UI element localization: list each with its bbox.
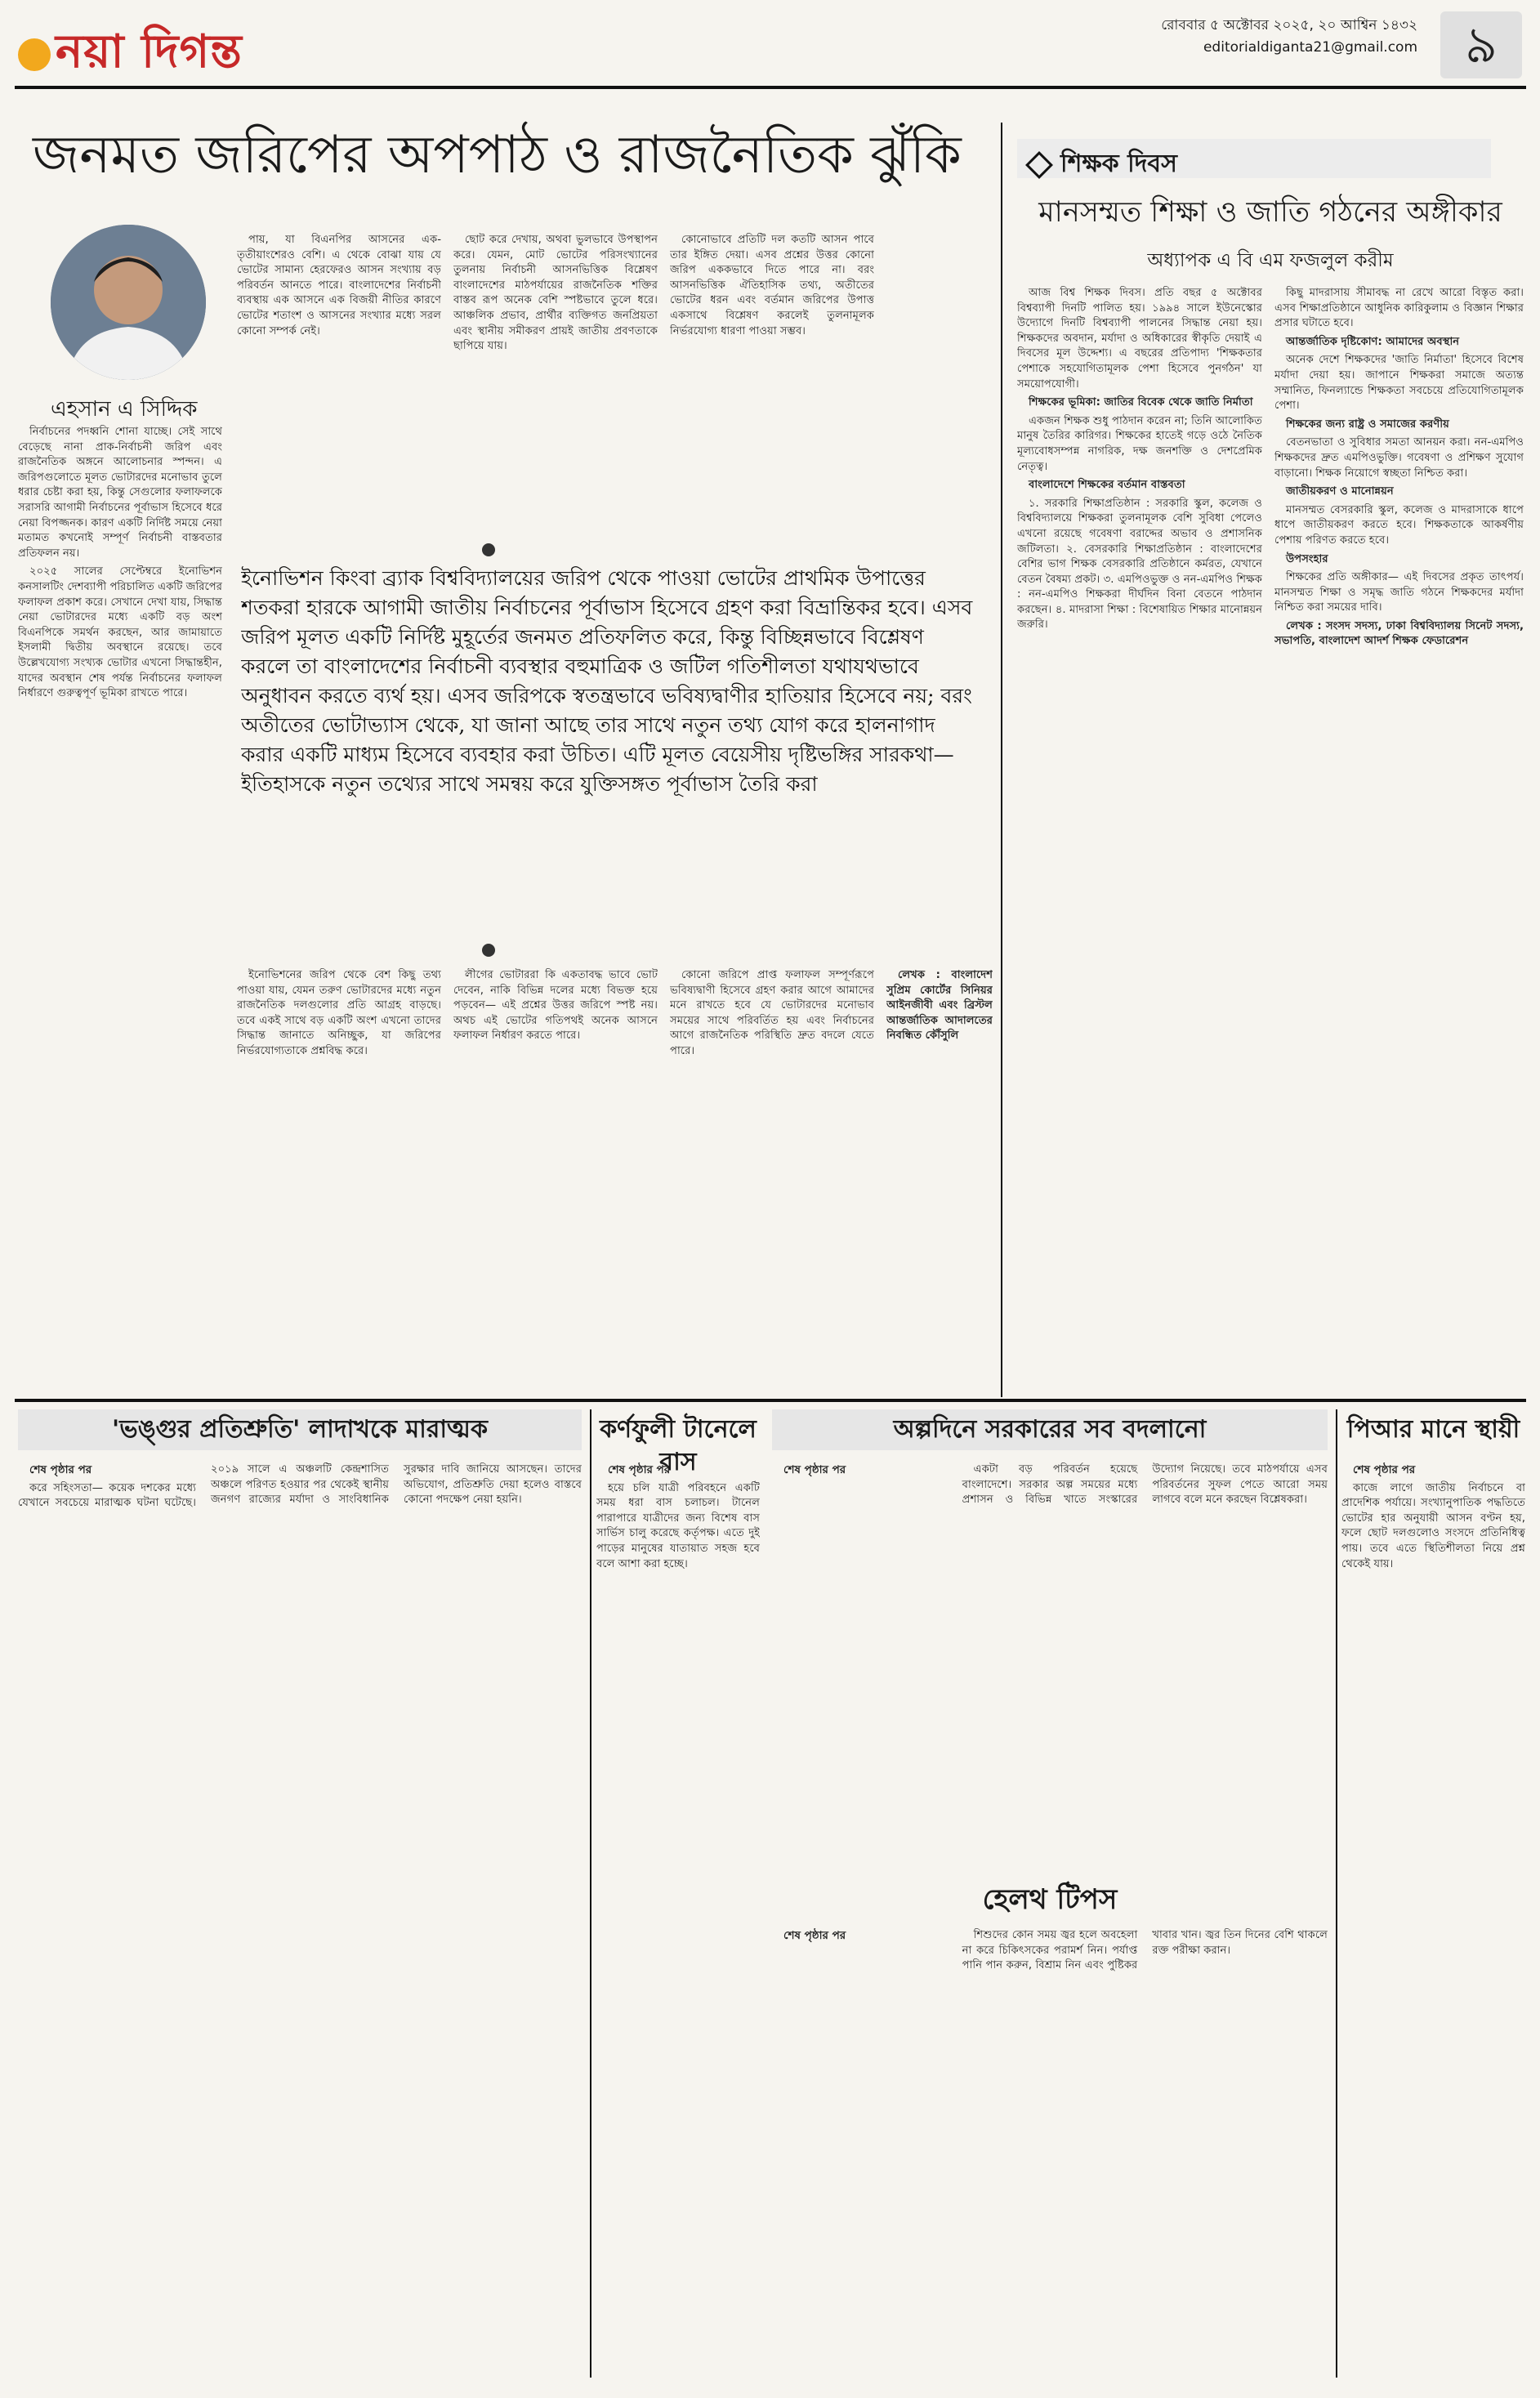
pull-quote: ইনোভিশন কিংবা ব্র্যাক বিশ্ববিদ্যালয়ের জরিপ থেকে পাওয়া ভোটের প্রাথমিক উপাত্তের শতকরা হারকে আগামী জাতীয় নির্বাচনের পূর্বাভাস হিসেবে গ্রহণ করা বিভ্রান্তিকর হবে। এসব জরিপ মূলত একটি নির্দিষ্ট মুহূর্তের জনমত প্রতিফলিত করে, কিন্তু বিচ্ছিন্নভাবে বিশ্লেষণ করলে তা বাংলাদেশের নির্বাচনী ব্যবস্থার বহুমাত্রিক ও জটিল গতিশীলতা যথাযথভাবে অনুধাবন করতে ব্যর্থ হয়। এসব জরিপকে স্বতন্ত্রভাবে ভবিষ্যদ্বাণীর হাতিয়ার হিসেবে নয়; বরং অতীতের ভোটাভ্যাস থেকে, যা জানা আছে তার সাথে নতুন তথ্য যোগ করে হালনাগাদ করার একটি মাধ্যম হিসেবে ব্যবহার করা উচিত। এটি মূলত বেয়েসীয় দৃষ্টিভঙ্গির সারকথা— ইতিহাসকে নতুন তথ্যের সাথে সমন্বয় করে যুক্তিসঙ্গত পূর্বাভাস তৈরি করা (241, 566, 973, 796)
subheading: বাংলাদেশে শিক্ষকের বর্তমান বাস্তবতা (1029, 479, 1185, 492)
paragraph: কোনো জরিপে প্রাপ্ত ফলাফল সম্পূর্ণরূপে ভবিষ্যদ্বাণী হিসেবে গ্রহণ করার আগে আমাদের মনে রাখতে হবে যে ভোটারদের মনোভাব সময়ের সাথে পরিবর্তিত হয় এবং নির্বাচনের আগে রাজনৈতিক পরিস্থিতি দ্রুত বদলে যেতে পারে। (670, 969, 874, 1057)
editorial-email[interactable]: editorialdiganta21@gmail.com (1203, 39, 1417, 56)
logo-text: নয়া দিগন্ত (56, 25, 243, 78)
kicker: শেষ পৃষ্ঠার পর (1353, 1463, 1416, 1476)
paragraph: লীগের ভোটাররা কি একতাবদ্ধ ভাবে ভোট দেবেন, নাকি বিভিন্ন দলের মধ্যে বিভক্ত হয়ে পড়বেন— এই প্রশ্নের উত্তর জরিপে স্পষ্ট নয়। অথচ এই ভোটের গতিপথই অনেক আসনে ফলাফল নির্ধারণ করতে পারে। (453, 969, 658, 1043)
kicker: শেষ পৃষ্ঠার পর (29, 1463, 92, 1476)
subheading: উপসংহার (1286, 552, 1328, 565)
issue-date: রোববার ৫ অক্টোবর ২০২৫, ২০ আশ্বিন ১৪৩২ (1161, 17, 1417, 33)
diamond-icon (1025, 151, 1053, 179)
paragraph: ১. সরকারি শিক্ষাপ্রতিষ্ঠান : সরকারি স্কুল, কলেজ ও বিশ্ববিদ্যালয়ে শিক্ষকরা তুলনামূলক বেশি সুবিধা পেলেও এখনো রয়েছে গবেষণা বরাদ্দের অভাব ও প্রশাসনিক জটিলতা। ২. বেসরকারি শিক্ষাপ্রতিষ্ঠান : বাংলাদেশের বেশির ভাগ শিক্ষক বেসরকারি প্রতিষ্ঠানে কর্মরত, যেখানে বেতন বৈষম্য প্রকট। ৩. এমপিওভুক্ত ও নন-এমপিও শিক্ষক : নন-এমপিও শিক্ষকরা দীর্ঘদিন বিনা বেতনে পাঠদান করছেন। ৪. মাদরাসা শিক্ষা : বিশেষায়িত শিক্ষার মানোন্নয়ন জরুরি। (1017, 497, 1262, 632)
health-tips-title: হেলথ টিপস (982, 1883, 1118, 1916)
kicker: শেষ পৃষ্ঠার পর (783, 1929, 846, 1942)
paragraph: অনেক দেশে শিক্ষকদের 'জাতি নির্মাতা' হিসেবে বিশেষ মর্যাদা দেয়া হয়। জাপানে শিক্ষকরা সমাজে অত্যন্ত সম্মানিত, ফিনল্যান্ডে শিক্ষকতা সবচেয়ে প্রতিযোগিতামূলক পেশা। (1274, 354, 1524, 413)
teacher-column-2 (1274, 286, 1524, 1389)
paragraph: শিক্ষকের প্রতি অঙ্গীকার— এই দিবসের প্রকৃত তাৎপর্য। মানসম্মত শিক্ষা ও সমৃদ্ধ জাতি গঠনে শিক্ষকদের মর্যাদা নিশ্চিত করা সময়ের দাবি। (1274, 571, 1524, 614)
paragraph: ২০২৫ সালের সেপ্টেম্বরে ইনোভিশন কনসালটিং দেশব্যাপী পরিচালিত একটি জরিপের ফলাফল প্রকাশ করে। সেখানে দেখা যায়, সিদ্ধান্ত নেয়া ভোটারদের মধ্যে একটি বড় অংশ বিএনপিকে সমর্থন করছেন, আর জামায়াতে ইসলামী দ্বিতীয় অবস্থানে রয়েছে। তবে উল্লেখযোগ্য সংখ্যক ভোটার এখনো সিদ্ধান্তহীন, যাদের অবস্থান শেষ পর্যন্ত নির্বাচনের ফলাফল নির্ধারণে গুরুত্বপূর্ণ ভূমিকা রাখতে পারে। (18, 565, 222, 700)
masthead-rule (15, 86, 1526, 89)
article-column-2b (237, 968, 441, 1389)
author-note: লেখক : সংসদ সদস্য, ঢাকা বিশ্ববিদ্যালয় সিনেট সদস্য, সভাপতি, বাংলাদেশ আদর্শ শিক্ষক ফেডারেশন (1274, 619, 1524, 648)
subheading: শিক্ষকের জন্য রাষ্ট্র ও সমাজের করণীয় (1286, 418, 1449, 431)
paragraph: একটা বড় পরিবর্তন হয়েছে বাংলাদেশে। সরকার অল্প সময়ের মধ্যে প্রশাসন ও বিভিন্ন খাতে সংস্কারের উদ্যোগ নিয়েছে। তবে মাঠপর্যায়ে এসব পরিবর্তনের সুফল পেতে আরো সময় লাগবে বলে মনে করছেন বিশ্লেষকরা। (962, 1463, 1328, 1507)
paragraph: একজন শিক্ষক শুধু পাঠদান করেন না; তিনি আলোকিত মানুষ তৈরির কারিগর। শিক্ষকের হাতেই গড়ে ওঠে নৈতিক মূল্যবোধসম্পন্ন নাগরিক, দক্ষ জনশক্তি ও দেশপ্রেমিক নেতৃত্ব। (1017, 414, 1262, 473)
paragraph: নির্বাচনের পদধ্বনি শোনা যাচ্ছে। সেই সাথে বেড়েছে নানা প্রাক-নির্বাচনী জরিপ এবং রাজনৈতিক অঙ্গনে আলোচনার স্পন্দন। এ জরিপগুলোতে মূলত ভোটারদের মনোভাব তুলে ধরার চেষ্টা করা হয়, কিন্তু সেগুলোর ফলাফলকে সরাসরি আগামী নির্বাচনের পূর্বাভাস হিসেবে ধরে নেয়া বিপজ্জনক। কারণ একটি নির্দিষ্ট সময়ে নেয়া মতামত কখনোই সম্পূর্ণ নির্বাচনী বাস্তবতার প্রতিফলন নয়। (18, 426, 222, 560)
subheading: শিক্ষকের ভূমিকা: জাতির বিবেক থেকে জাতি নির্মাতা (1029, 396, 1253, 409)
section-label: শিক্ষক দিবস (1029, 144, 1177, 185)
paragraph: ছোট করে দেখায়, অথবা ভুলভাবে উপস্থাপন করে। যেমন, মোট ভোটের পরিসংখ্যানের তুলনায় নির্বাচনী আসনভিত্তিক বিশ্লেষণ বাংলাদেশের মাঠপর্যায়ের রাজনৈতিক শক্তির বাস্তব রূপ অনেক বেশি স্পষ্টভাবে তুলে ধরে। আঞ্চলিক প্রভাব, প্রার্থীর ব্যক্তিগত জনপ্রিয়তা এবং স্থানীয় সমীকরণ প্রায়ই জাতীয় প্রবণতাকে ছাপিয়ে যায়। (453, 234, 658, 353)
story-title[interactable]: পিআর মানে স্থায়ী (1346, 1415, 1520, 1444)
paragraph: পায়, যা বিএনপির আসনের এক-তৃতীয়াংশেরও বেশি। এ থেকে বোঝা যায় যে ভোটের সামান্য হেরফেরও আসন সংখ্যায় বড় পরিবর্তন আনতে পারে। বাংলাদেশের নির্বাচনী ব্যবস্থায় এক আসনে এক বিজয়ী নীতির কারণে ভোটের শতাংশ ও আসনের সংখ্যার মধ্যে সরল কোনো সম্পর্ক নেই। (237, 234, 441, 337)
sun-logo-icon (18, 38, 51, 71)
kicker: শেষ পৃষ্ঠার পর (608, 1463, 671, 1476)
section-rule (15, 1399, 1526, 1402)
kicker: শেষ পৃষ্ঠার পর (783, 1463, 846, 1476)
subheading: আন্তর্জাতিক দৃষ্টিকোণ: আমাদের অবস্থান (1286, 335, 1460, 348)
masthead-logo (18, 16, 243, 93)
paragraph: কোনোভাবে প্রতিটি দল কতটি আসন পাবে তার ইঙ্গিত দেয়া। এসব প্রশ্নের উত্তর কোনো জরিপ এককভাবে দিতে পারে না। বরং আসনভিত্তিক ঐতিহাসিক তথ্য, অতীতের ভোটের ধরন এবং বর্তমান জরিপের উপাত্ত একসাথে বিশ্লেষণ করলেই তুলনামূলক নির্ভরযোগ্য ধারণা পাওয়া সম্ভব। (670, 234, 874, 337)
date-line (1161, 15, 1417, 59)
paragraph: কিছু মাদরাসায় সীমাবদ্ধ না রেখে আরো বিস্তৃত করা। এসব শিক্ষাপ্রতিষ্ঠানে আধুনিক কারিকুলাম ও বিজ্ঞান শিক্ষার প্রসার ঘটাতে হবে। (1274, 287, 1524, 330)
story-title[interactable]: অল্পদিনে সরকারের সব বদলানো (893, 1415, 1207, 1444)
paragraph: আজ বিশ্ব শিক্ষক দিবস। প্রতি বছর ৫ অক্টোবর বিশ্বব্যাপী দিনটি পালিত হয়। ১৯৯৪ সালে ইউনেস্কোর উদ্যোগে দিনটি বিশ্বব্যাপী পালনের সিদ্ধান্ত নেয়া হয়। শিক্ষকদের অবদান, মর্যাদা ও অধিকারের স্বীকৃতি দেয়াই এ দিবসের মূল উদ্দেশ্য। এ বছরের প্রতিপাদ্য 'শিক্ষকতার পেশাকে সহযোগিতামূলক পেশা হিসেবে পুনর্গঠন' যা সময়োপযোগী। (1017, 287, 1262, 391)
article-column-3 (453, 233, 658, 556)
quote-separator (482, 944, 495, 957)
quote-separator (482, 543, 495, 556)
story-body (596, 1462, 760, 2378)
author-photo (51, 225, 206, 380)
teacher-article-author: অধ্যাপক এ বি এম ফজলুল করীম (1147, 250, 1394, 271)
story-title[interactable]: কর্ণফুলী টানেলে বাস (600, 1415, 757, 1476)
paragraph: শিশুদের কোন সময় জ্বর হলে অবহেলা না করে চিকিৎসকের পরামর্শ নিন। পর্যাপ্ত পানি পান করুন, বিশ্রাম নিন এবং পুষ্টিকর খাবার খান। জ্বর তিন দিনের বেশি থাকলে রক্ত পরীক্ষা করান। (962, 1929, 1328, 1972)
story-body (18, 1462, 582, 2378)
author-byline: এহসান এ সিদ্দিক (51, 397, 198, 422)
paragraph: করে সহিংসতা— কয়েক দশকের মধ্যে যেখানে সবচেয়ে মারাত্মক ঘটনা ঘটেছে। ২০১৯ সালে এ অঞ্চলটি কেন্দ্রশাসিত অঞ্চলে পরিণত হওয়ার পর থেকেই স্থানীয় জনগণ রাজ্যের মর্যাদা ও সাংবিধানিক সুরক্ষার দাবি জানিয়ে আসছেন। তাদের অভিযোগ, প্রতিশ্রুতি দেয়া হলেও বাস্তবে কোনো পদক্ষেপ নেয়া হয়নি। (18, 1463, 582, 1510)
article-column-4 (670, 233, 874, 556)
article-column-3b (453, 968, 658, 1389)
paragraph: কাজে লাগে জাতীয় নির্বাচনে বা প্রাদেশিক পর্যায়ে। সংখ্যানুপাতিক পদ্ধতিতে ভোটের হার অনুযায়ী আসন বণ্টন হয়, ফলে ছোট দলগুলোও সংসদে প্রতিনিধিত্ব পায়। তবে এতে স্থিতিশীলতা নিয়ে প্রশ্ন থেকেই যায়। (1341, 1481, 1525, 1570)
paragraph: মানসম্মত বেসরকারি স্কুল, কলেজ ও মাদরাসাকে ধাপে ধাপে জাতীয়করণ করতে হবে। শিক্ষকতাকে আকর্ষণীয় পেশায় পরিণত করতে হবে। (1274, 503, 1524, 547)
article-column-4b (670, 968, 874, 1389)
column-divider (1336, 1409, 1337, 2378)
article-column-2 (237, 233, 441, 556)
page-title: জনমত জরিপের অপপাঠ ও রাজনৈতিক ঝুঁকি (33, 125, 962, 185)
subheading: জাতীয়করণ ও মানোন্নয়ন (1286, 485, 1394, 498)
page-number: ৯ (1440, 11, 1522, 78)
story-title[interactable]: 'ভঙ্গুর প্রতিশ্রুতি' লাদাখকে মারাত্মক (112, 1415, 488, 1444)
author-note: লেখক : বাংলাদেশ সুপ্রিম কোর্টের সিনিয়র আইনজীবী এবং ব্রিস্টল আন্তর্জাতিক আদালতের নিবন্ধিত কৌঁসুলি (886, 969, 993, 1043)
column-divider (1001, 123, 1002, 1397)
paragraph: হয়ে চলি যাত্রী পরিবহনে একটি সময় ধরা বাস চলাচল। টানেল পারাপারে যাত্রীদের জন্য বিশেষ বাস সার্ভিস চালু করেছে কর্তৃপক্ষ। এতে দুই পাড়ের মানুষের যাতায়াত সহজ হবে বলে আশা করা হচ্ছে। (596, 1481, 760, 1570)
author-footer (886, 968, 993, 1389)
teacher-column-1 (1017, 286, 1262, 1389)
health-tips-body (772, 1928, 1328, 2378)
paragraph: ইনোভিশনের জরিপ থেকে বেশ কিছু তথ্য পাওয়া যায়, যেমন তরুণ ভোটারদের মধ্যে নতুন রাজনৈতিক দলগুলোর প্রতি আগ্রহ বাড়ছে। তবে একই সাথে বড় একটি অংশ এখনো তাদের সিদ্ধান্ত জানাতে অনিচ্ছুক, যা জরিপের নির্ভরযোগ্যতাকে প্রশ্নবিদ্ধ করে। (237, 969, 441, 1057)
teacher-article-title: মানসম্মত শিক্ষা ও জাতি গঠনের অঙ্গীকার (1038, 196, 1502, 229)
paragraph: বেতনভাতা ও সুবিধার সমতা আনয়ন করা। নন-এমপিও শিক্ষকদের দ্রুত এমপিওভুক্তি। গবেষণা ও প্রশিক্ষণ সুযোগ বাড়ানো। শিক্ষক নিয়োগে স্বচ্ছতা নিশ্চিত করা। (1274, 436, 1524, 480)
story-body (1341, 1462, 1525, 2378)
article-column-1 (18, 425, 222, 1389)
story-body (772, 1462, 1328, 1871)
column-divider (590, 1409, 591, 2378)
